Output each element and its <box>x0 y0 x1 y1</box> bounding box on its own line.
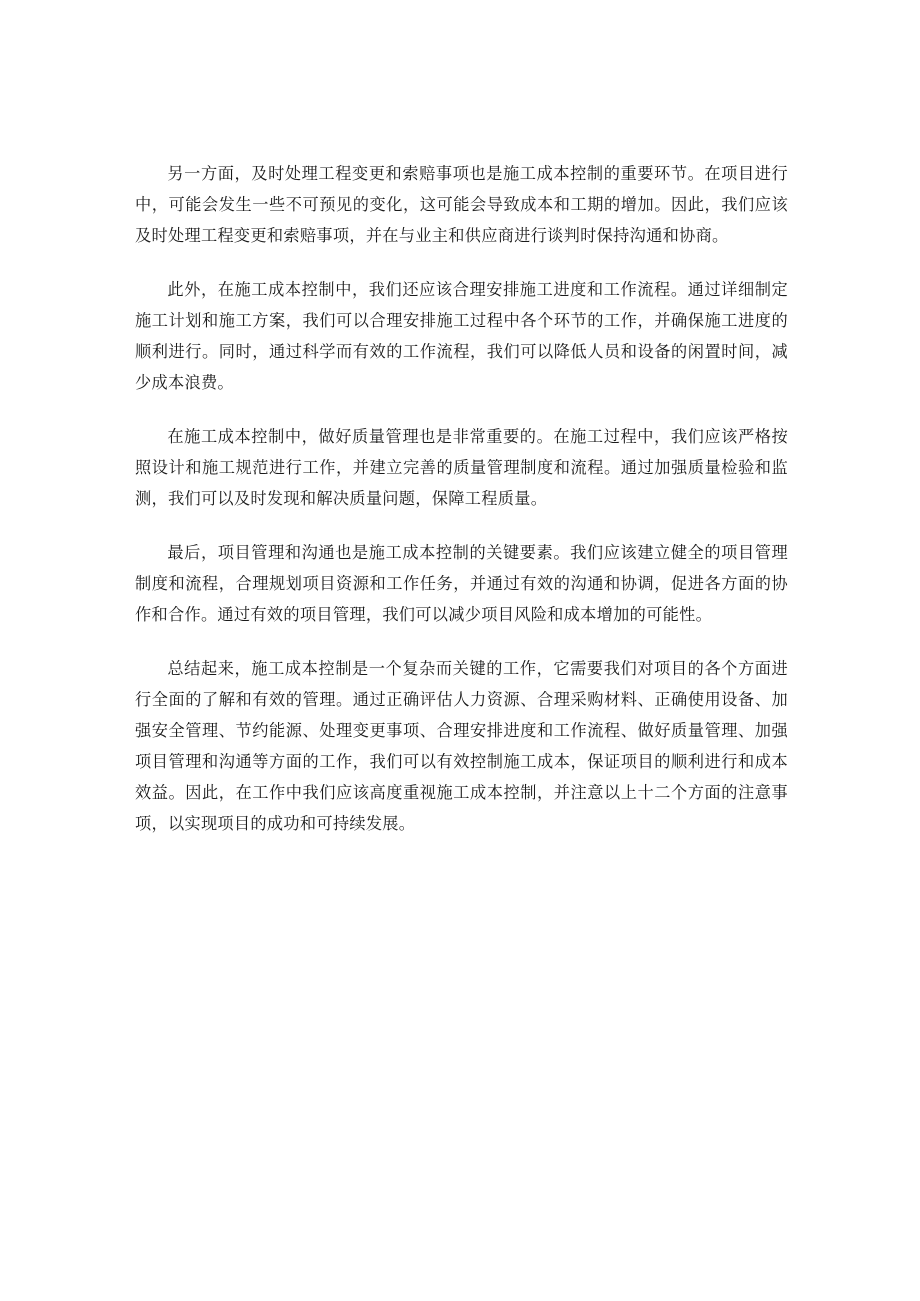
paragraph-schedule-workflow: 此外，在施工成本控制中，我们还应该合理安排施工进度和工作流程。通过详细制定施工计划和施工方案，我们可以合理安排施工过程中各个环节的工作，并确保施工进度的顺利进行。同时，通过科学而有效的工作流程，我们可以降低人员和设备的闲置时间，减少成本浪费。 <box>135 280 788 392</box>
paragraph-summary: 总结起来，施工成本控制是一个复杂而关键的工作，它需要我们对项目的各个方面进行全面的了解和有效的管理。通过正确评估人力资源、合理采购材料、正确使用设备、加强安全管理、节约能源、处理变更事项、合理安排进度和工作流程、做好质量管理、加强项目管理和沟通等方面的工作，我们可以有效控制施工成本，保证项目的顺利进行和成本效益。因此，在工作中我们应该高度重视施工成本控制，并注意以上十二个方面的注意事项，以实现项目的成功和可持续发展。 <box>135 659 788 833</box>
paragraph-change-claims: 另一方面，及时处理工程变更和索赔事项也是施工成本控制的重要环节。在项目进行中，可能会发生一些不可预见的变化，这可能会导致成本和工期的增加。因此，我们应该及时处理工程变更和索赔事项，并在与业主和供应商进行谈判时保持沟通和协商。 <box>135 164 788 245</box>
paragraph-project-communication: 最后，项目管理和沟通也是施工成本控制的关键要素。我们应该建立健全的项目管理制度和流程，合理规划项目资源和工作任务，并通过有效的沟通和协调，促进各方面的协作和合作。通过有效的项目管理，我们可以减少项目风险和成本增加的可能性。 <box>135 543 788 624</box>
document-body <box>135 158 788 862</box>
paragraph-quality-management: 在施工成本控制中，做好质量管理也是非常重要的。在施工过程中，我们应该严格按照设计和施工规范进行工作，并建立完善的质量管理制度和流程。通过加强质量检验和监测，我们可以及时发现和解决质量问题，保障工程质量。 <box>135 427 788 508</box>
